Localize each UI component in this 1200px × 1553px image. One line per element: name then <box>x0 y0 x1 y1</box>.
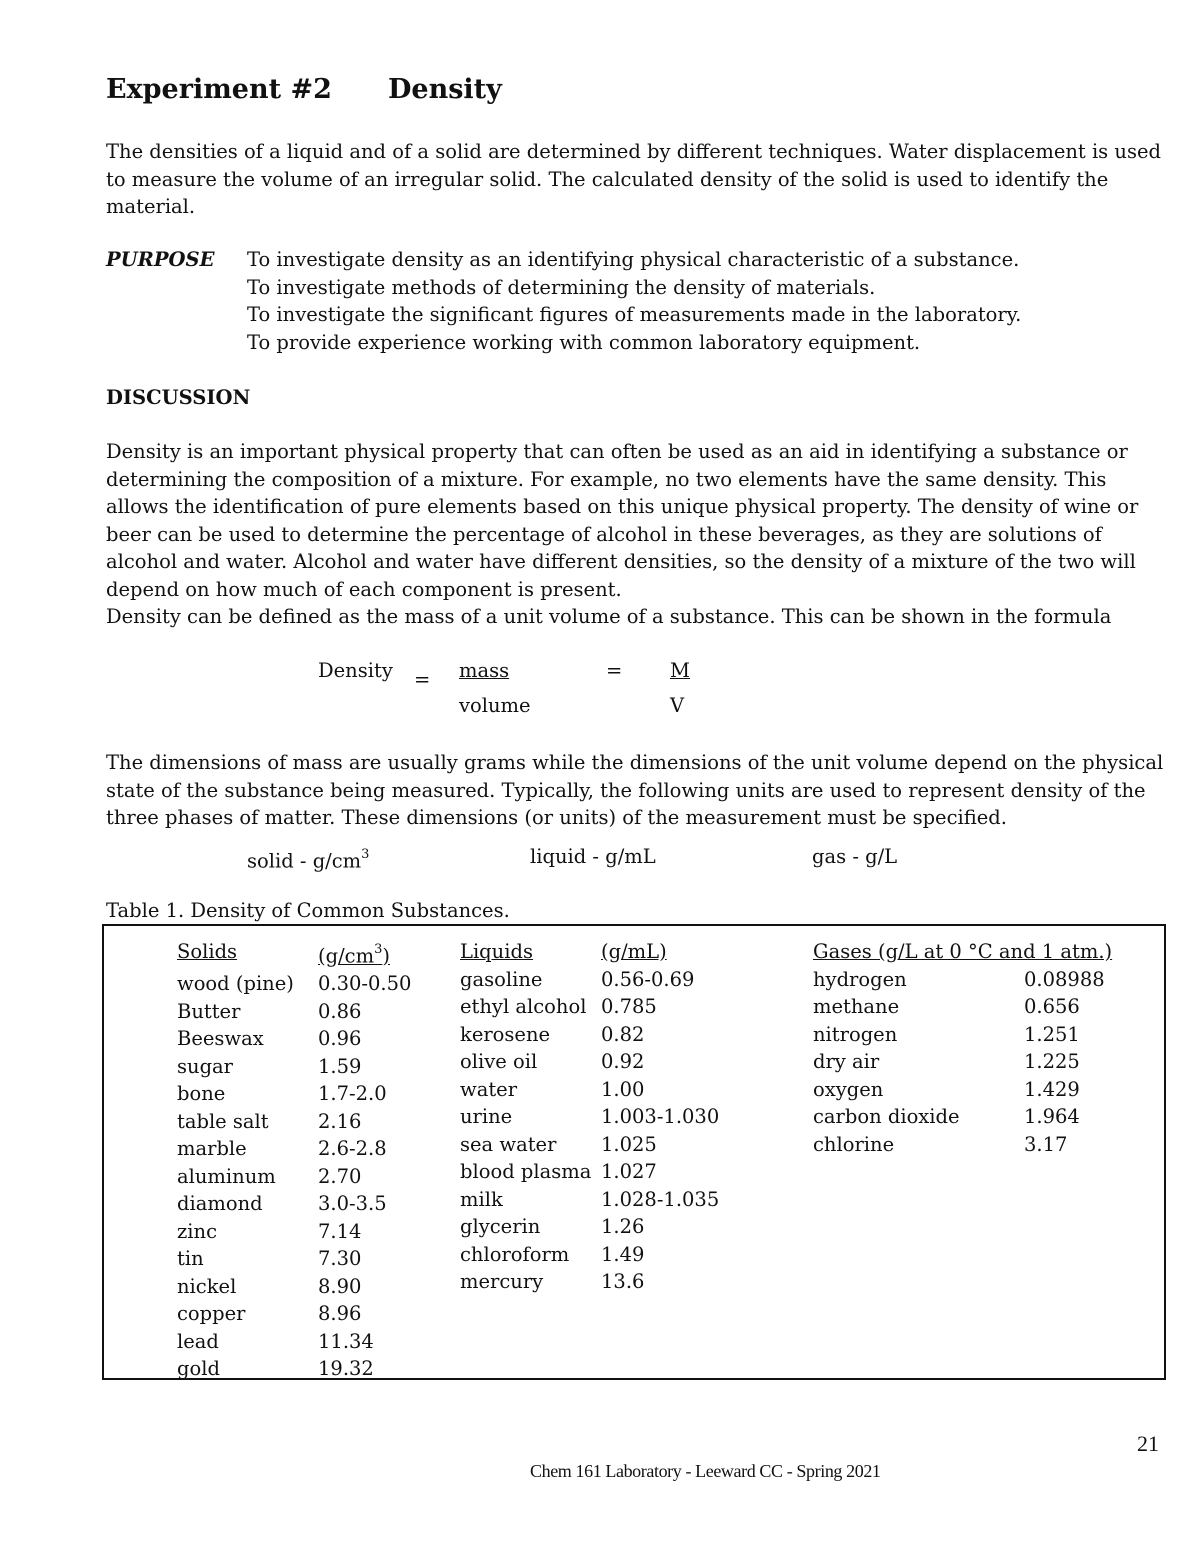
gases-column <box>813 938 1153 1158</box>
purpose-list <box>247 246 1021 356</box>
solids-row <box>177 1108 437 1136</box>
liquids-header <box>460 938 760 966</box>
solids-value: 8.90 <box>318 1274 362 1298</box>
solids-name: tin <box>177 1247 204 1270</box>
liquids-name: milk <box>460 1187 503 1211</box>
solids-value: 19.32 <box>318 1357 374 1380</box>
solids-name: bone <box>177 1082 226 1105</box>
gases-value: 1.225 <box>1024 1050 1080 1073</box>
liquids-value: 0.92 <box>601 1050 645 1073</box>
liquids-value: 0.785 <box>601 995 657 1018</box>
page-number: 21 <box>1137 1431 1159 1456</box>
purpose-item: To investigate methods of determining the density of materials. <box>247 275 876 299</box>
discussion-paragraph: Density is an important physical property that can often be used as an aid in identifying a substance or determining the composition of a mixture. For example, no two elements have the same density. This allows the identification of pure elements based on this unique physical property. The density of wine or beer can be used to determine the percentage of alcohol in these beverages, as they are solutions of alcohol and water. Alcohol and water have different densities, so the density of a mixture of the two will depend on how much of each component is present. <box>106 440 1139 601</box>
liquid-units: liquid - g/mL <box>530 845 656 868</box>
gases-name: dry air <box>813 1050 880 1073</box>
liquids-row <box>460 1076 760 1104</box>
solids-header-unit <box>318 938 390 970</box>
solids-name: zinc <box>177 1219 217 1243</box>
liquids-header-unit: (g/mL) <box>601 940 667 963</box>
solids-row <box>177 1300 437 1328</box>
liquids-row <box>460 1021 760 1049</box>
purpose-item: To investigate density as an identifying physical characteristic of a substance. <box>247 248 1020 271</box>
solids-row <box>177 1328 437 1356</box>
gases-value: 0.656 <box>1024 995 1080 1018</box>
purpose-label: PURPOSE <box>106 248 215 271</box>
solids-row <box>177 1245 437 1273</box>
gases-name: nitrogen <box>813 1022 898 1046</box>
liquids-value: 1.49 <box>601 1242 645 1266</box>
liquids-name: chloroform <box>460 1242 570 1266</box>
liquids-value: 0.56-0.69 <box>601 967 695 991</box>
formula-equals: = <box>414 668 431 691</box>
solids-value: 1.59 <box>318 1054 362 1078</box>
solids-name: diamond <box>177 1192 263 1215</box>
solids-row <box>177 1053 437 1081</box>
liquids-value: 0.82 <box>601 1022 645 1046</box>
solids-row <box>177 970 437 998</box>
solids-row <box>177 1080 437 1108</box>
liquids-name: water <box>460 1077 518 1101</box>
liquids-row <box>460 1131 760 1159</box>
page-footer: Chem 161 Laboratory - Leeward CC - Spring 2021 <box>530 1461 881 1481</box>
solids-row <box>177 1355 437 1383</box>
liquids-name: mercury <box>460 1270 544 1293</box>
solids-value: 2.6-2.8 <box>318 1137 387 1160</box>
solids-header <box>177 938 437 970</box>
solids-name: Butter <box>177 999 241 1023</box>
solids-value: 7.30 <box>318 1247 362 1270</box>
purpose-item: To provide experience working with common laboratory equipment. <box>247 330 921 354</box>
gases-name: carbon dioxide <box>813 1105 960 1128</box>
gases-row <box>813 1103 1153 1131</box>
gases-name: hydrogen <box>813 967 907 991</box>
liquids-row <box>460 1158 760 1186</box>
gases-value: 0.08988 <box>1024 967 1105 991</box>
solids-name: lead <box>177 1329 219 1353</box>
gas-units: gas - g/L <box>812 845 898 868</box>
formula-lhs: Density <box>318 659 393 682</box>
solids-row <box>177 1025 437 1053</box>
liquids-row <box>460 1048 760 1076</box>
liquids-value: 1.26 <box>601 1215 645 1238</box>
formula-m: M <box>670 659 690 682</box>
solids-row <box>177 1135 437 1163</box>
solids-name: aluminum <box>177 1164 276 1188</box>
gases-name: chlorine <box>813 1132 895 1156</box>
solids-row <box>177 1273 437 1301</box>
liquids-name: urine <box>460 1105 513 1128</box>
solids-row <box>177 1163 437 1191</box>
liquids-value: 1.028-1.035 <box>601 1187 720 1211</box>
gases-name: oxygen <box>813 1077 884 1101</box>
solids-value: 2.16 <box>318 1109 362 1133</box>
purpose-item: To investigate the significant figures of measurements made in the laboratory. <box>247 303 1022 326</box>
gases-value: 1.251 <box>1024 1022 1080 1046</box>
density-definition: Density can be defined as the mass of a unit volume of a substance. This can be shown in the formula <box>106 605 1112 628</box>
solids-column <box>177 938 437 1383</box>
liquids-row <box>460 993 760 1021</box>
page-title: Density <box>388 74 502 105</box>
liquids-name: blood plasma <box>460 1160 592 1183</box>
liquids-row <box>460 1186 760 1214</box>
gases-row <box>813 1131 1153 1159</box>
liquids-row <box>460 966 760 994</box>
gases-row <box>813 1076 1153 1104</box>
solids-name: copper <box>177 1302 246 1325</box>
liquids-column <box>460 938 760 1296</box>
gases-row <box>813 1021 1153 1049</box>
liquids-name: sea water <box>460 1132 557 1156</box>
gases-row <box>813 1048 1153 1076</box>
solid-units-text: solid - g/cm <box>247 849 362 873</box>
intro-paragraph: The densities of a liquid and of a solid are determined by different techniques. Water displacement is used to measure the volume of an irregular solid. The calculated density of the solid is used to identify the material. <box>106 140 1161 218</box>
solids-row <box>177 998 437 1026</box>
formula-denominator: volume <box>459 694 531 717</box>
solids-value: 8.96 <box>318 1302 362 1325</box>
solids-header-unit-text: (g/cm <box>318 944 375 968</box>
solids-value: 7.14 <box>318 1219 362 1243</box>
solids-name: wood (pine) <box>177 972 294 995</box>
liquids-rows <box>460 966 760 1296</box>
liquids-value: 1.003-1.030 <box>601 1105 720 1128</box>
solids-name: gold <box>177 1357 220 1380</box>
solids-value: 3.0-3.5 <box>318 1192 387 1215</box>
formula-v: V <box>670 694 685 717</box>
gases-value: 1.964 <box>1024 1105 1080 1128</box>
solids-value: 0.96 <box>318 1027 362 1050</box>
gases-value: 1.429 <box>1024 1077 1080 1101</box>
liquids-name: glycerin <box>460 1215 541 1238</box>
solids-value: 0.30-0.50 <box>318 972 412 995</box>
formula-equals-2: = <box>606 659 623 682</box>
solids-row <box>177 1190 437 1218</box>
solids-row <box>177 1218 437 1246</box>
liquids-name: kerosene <box>460 1022 551 1046</box>
solids-value: 2.70 <box>318 1164 362 1188</box>
liquids-row <box>460 1103 760 1131</box>
solid-units-exponent: 3 <box>361 847 370 862</box>
liquids-name: ethyl alcohol <box>460 995 587 1018</box>
solids-value: 0.86 <box>318 999 362 1023</box>
liquids-value: 1.027 <box>601 1160 657 1183</box>
gases-value: 3.17 <box>1024 1132 1068 1156</box>
gases-header: Gases (g/L at 0 °C and 1 atm.) <box>813 940 1113 963</box>
gases-rows <box>813 966 1153 1159</box>
solids-name: Beeswax <box>177 1027 264 1050</box>
solids-header-name: Solids <box>177 940 238 963</box>
solids-value: 11.34 <box>318 1329 374 1353</box>
solids-name: nickel <box>177 1274 237 1298</box>
gases-row <box>813 966 1153 994</box>
liquids-row <box>460 1268 760 1296</box>
experiment-number: Experiment #2 <box>106 74 332 105</box>
liquids-value: 13.6 <box>601 1270 645 1293</box>
liquids-row <box>460 1241 760 1269</box>
liquids-value: 1.00 <box>601 1077 645 1101</box>
liquids-name: gasoline <box>460 967 543 991</box>
liquids-header-name: Liquids <box>460 940 533 963</box>
units-paragraph: The dimensions of mass are usually grams while the dimensions of the unit volume depend on the physical state of the substance being measured. Typically, the following units are used to represent density of the three phases of matter. These dimensions (or units) of the measurement must be specified. <box>106 751 1164 829</box>
solids-name: sugar <box>177 1054 233 1078</box>
solids-name: table salt <box>177 1109 269 1133</box>
liquids-name: olive oil <box>460 1050 538 1073</box>
solids-header-exp: 3 <box>374 942 383 957</box>
discussion-heading: DISCUSSION <box>106 386 251 409</box>
solids-header-close: ) <box>382 944 390 968</box>
solid-units <box>247 843 369 875</box>
gases-row <box>813 993 1153 1021</box>
solids-name: marble <box>177 1137 247 1160</box>
solids-value: 1.7-2.0 <box>318 1082 387 1105</box>
solids-rows <box>177 970 437 1383</box>
liquids-value: 1.025 <box>601 1132 657 1156</box>
table-caption: Table 1. Density of Common Substances. <box>106 899 510 922</box>
density-table <box>102 924 1166 1380</box>
formula-numerator: mass <box>459 659 510 682</box>
liquids-row <box>460 1213 760 1241</box>
gases-name: methane <box>813 995 900 1018</box>
